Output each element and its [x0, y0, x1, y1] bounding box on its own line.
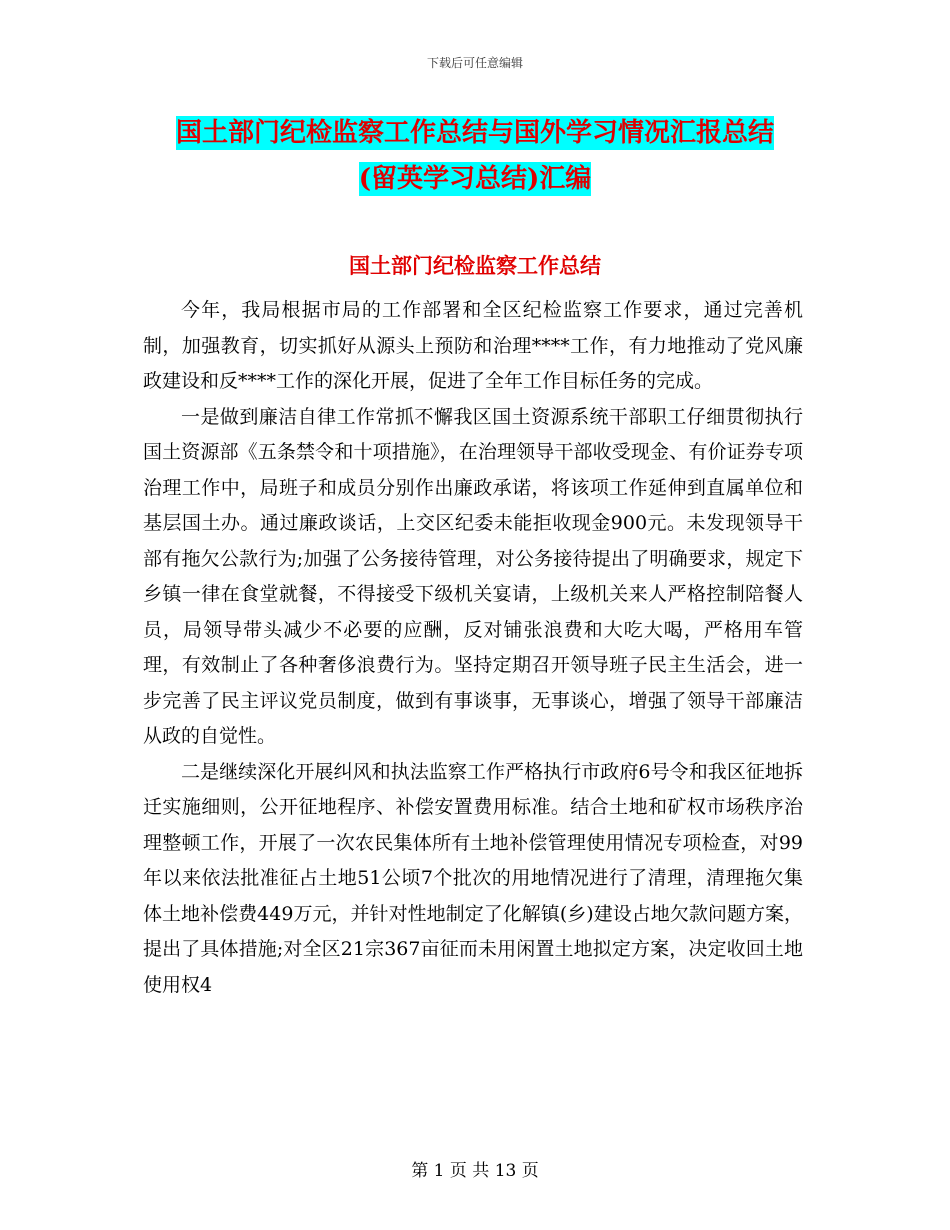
title-highlight: 国土部门纪检监察工作总结与国外学习情况汇报总结	[175, 118, 774, 148]
title-highlight: (留英学习总结)汇编	[358, 164, 592, 194]
paragraph: 一是做到廉洁自律工作常抓不懈我区国土资源系统干部职工仔细贯彻执行国土资源部《五条禁令和十项措施》，在治理领导干部收受现金、有价证券专项治理工作中，局班子和成员分别作出廉政承诺，将该项工作延伸到直属单位和基层国土办。通过廉政谈话，上交区纪委未能拒收现金900元。未发现领导干部有拖欠公款行为;加强了公务接待管理，对公务接待提出了明确要求，规定下乡镇一律在食堂就餐，不得接受下级机关宴请，上级机关来人严格控制陪餐人员，局领导带头减少不必要的应酬，反对铺张浪费和大吃大喝，严格用车管理，有效制止了各种奢侈浪费行为。坚持定期召开领导班子民主生活会，进一步完善了民主评议党员制度，做到有事谈事，无事谈心，增强了领导干部廉洁从政的自觉性。	[143, 405, 803, 747]
section-title: 国土部门纪检监察工作总结	[349, 253, 601, 278]
page-footer: 第 1 页 共 13 页	[411, 1161, 539, 1181]
paragraph: 今年，我局根据市局的工作部署和全区纪检监察工作要求，通过完善机制，加强教育，切实抓好从源头上预防和治理****工作，有力地推动了党风廉政建设和反****工作的深化开展，促进了全年工作目标任务的完成。	[143, 299, 803, 392]
document-title-line-1	[0, 112, 950, 149]
paragraph: 二是继续深化开展纠风和执法监察工作严格执行市政府6号令和我区征地拆迁实施细则，公开征地程序、补偿安置费用标准。结合土地和矿权市场秩序治理整顿工作，开展了一次农民集体所有土地补偿管理使用情况专项检查，对99年以来依法批准征占土地51公顷7个批次的用地情况进行了清理，清理拖欠集体土地补偿费449万元，并针对性地制定了化解镇(乡)建设占地欠款问题方案，提出了具体措施;对全区21宗367亩征而未用闲置土地拟定方案，决定收回土地使用权4	[143, 760, 803, 996]
header-note: 下载后可任意编辑	[426, 56, 523, 70]
document-body	[143, 293, 803, 1003]
document-title-line-2	[0, 158, 950, 195]
